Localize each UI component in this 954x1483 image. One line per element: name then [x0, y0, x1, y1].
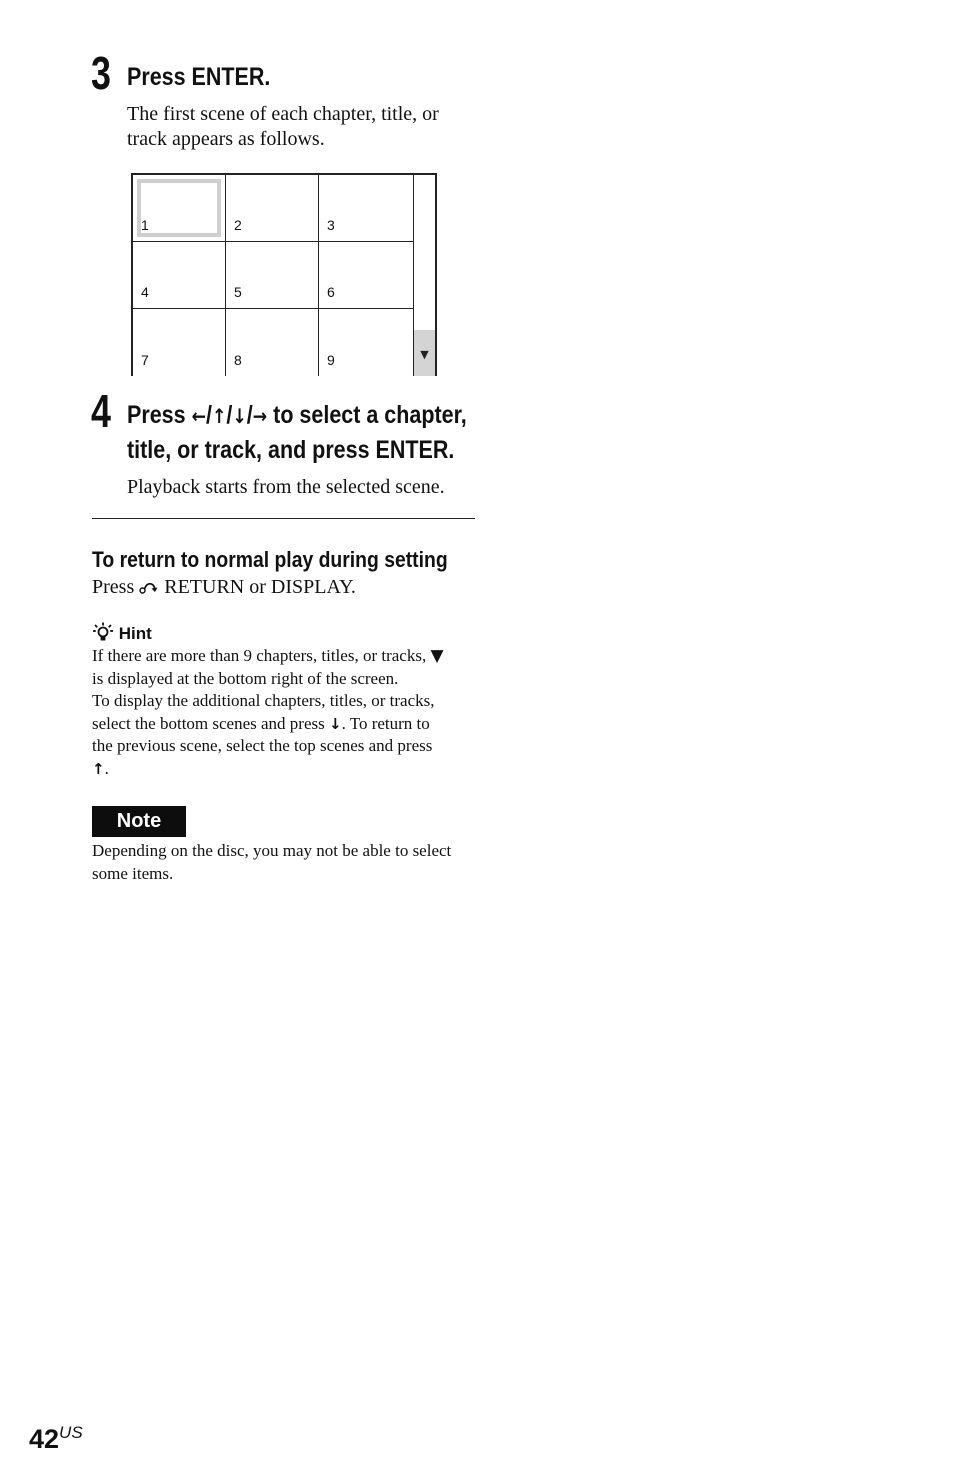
note-line-1: Depending on the disc, you may not be able to select: [92, 841, 452, 860]
step-4-number: 4: [91, 385, 111, 437]
scene-number: 7: [141, 352, 149, 368]
section-divider: [92, 518, 475, 519]
page-number-value: 42: [29, 1424, 60, 1454]
hint-line-4-rest: . To return to: [341, 713, 430, 733]
hint-label: Hint: [118, 624, 152, 643]
step-4-title-line-2: title, or track, and press ENTER.: [127, 436, 455, 464]
scene-number: 4: [141, 284, 149, 300]
hint-line-4: [92, 713, 477, 736]
scene-number: 9: [327, 352, 335, 368]
step-3-line-1: The first scene of each chapter, title, or: [127, 103, 439, 125]
scene-cell-9[interactable]: [319, 309, 414, 376]
arrow-up-icon: ↑: [211, 404, 227, 428]
return-icon: [139, 580, 159, 594]
selection-highlight: [137, 179, 221, 237]
step-3-line-2: track appears as follows.: [127, 128, 325, 150]
step-4-title-rest: to select a chapter,: [273, 401, 467, 429]
hint-body: [92, 645, 477, 780]
press-word: Press: [127, 401, 186, 429]
scene-cell-2[interactable]: [226, 175, 319, 242]
hint-line-4-text: select the bottom scenes and press: [92, 713, 325, 733]
page-number: [29, 1424, 83, 1453]
scene-cell-7[interactable]: [133, 309, 226, 376]
press-word: Press: [92, 576, 135, 598]
step-4-title-line-1: [127, 398, 467, 434]
hint-line-6-rest: .: [104, 758, 109, 778]
scene-cell-3[interactable]: [319, 175, 414, 242]
arrow-left-icon: ←: [191, 404, 206, 428]
slash: /: [246, 401, 253, 429]
arrow-up-icon: ↑: [92, 759, 105, 778]
step-3-number: 3: [91, 47, 111, 99]
scene-cell-5[interactable]: [226, 242, 319, 309]
scene-cell-4[interactable]: [133, 242, 226, 309]
note-badge: Note: [92, 806, 186, 837]
scene-number: 5: [234, 284, 242, 300]
hint-line-5: the previous scene, select the top scenes and press: [92, 736, 433, 755]
arrow-down-icon: ↓: [232, 404, 247, 428]
hint-line-1-text: If there are more than 9 chapters, titles, or tracks,: [92, 646, 427, 665]
scrollbar[interactable]: [413, 175, 435, 376]
scene-cell-6[interactable]: [319, 242, 414, 309]
note-line-2: some items.: [92, 863, 174, 883]
scene-cell-8[interactable]: [226, 309, 319, 376]
scene-number: 2: [234, 217, 242, 233]
scene-cell-1[interactable]: [133, 175, 226, 242]
step-4-description: Playback starts from the selected scene.: [127, 476, 445, 498]
down-triangle-icon: ▼: [420, 348, 429, 361]
hint-line-6: [92, 758, 477, 781]
return-heading: To return to normal play during setting: [92, 547, 448, 572]
return-text: RETURN or DISPLAY.: [164, 576, 356, 598]
scene-grid: [131, 173, 437, 376]
hint-line-1: [92, 645, 477, 668]
hint-line-3: To display the additional chapters, titles, or tracks,: [92, 691, 435, 710]
step-3-description: [127, 102, 439, 152]
page-number-suffix: US: [59, 1423, 83, 1442]
lightbulb-icon: [92, 622, 114, 642]
scene-number: 8: [234, 352, 242, 368]
down-triangle-icon: ▼: [430, 646, 444, 666]
return-instruction: [92, 575, 356, 600]
step-3-title: Press ENTER.: [127, 63, 271, 91]
slash: /: [205, 401, 212, 429]
scene-number: 1: [141, 217, 149, 233]
hint-heading: [92, 622, 152, 645]
arrow-down-icon: ↓: [329, 714, 342, 733]
scene-number: 6: [327, 284, 335, 300]
arrow-right-icon: →: [252, 404, 268, 428]
hint-line-2: is displayed at the bottom right of the screen.: [92, 668, 399, 688]
slash: /: [226, 401, 233, 429]
note-body: [92, 840, 477, 885]
scene-number: 3: [327, 217, 335, 233]
scroll-down-indicator[interactable]: [414, 330, 435, 376]
